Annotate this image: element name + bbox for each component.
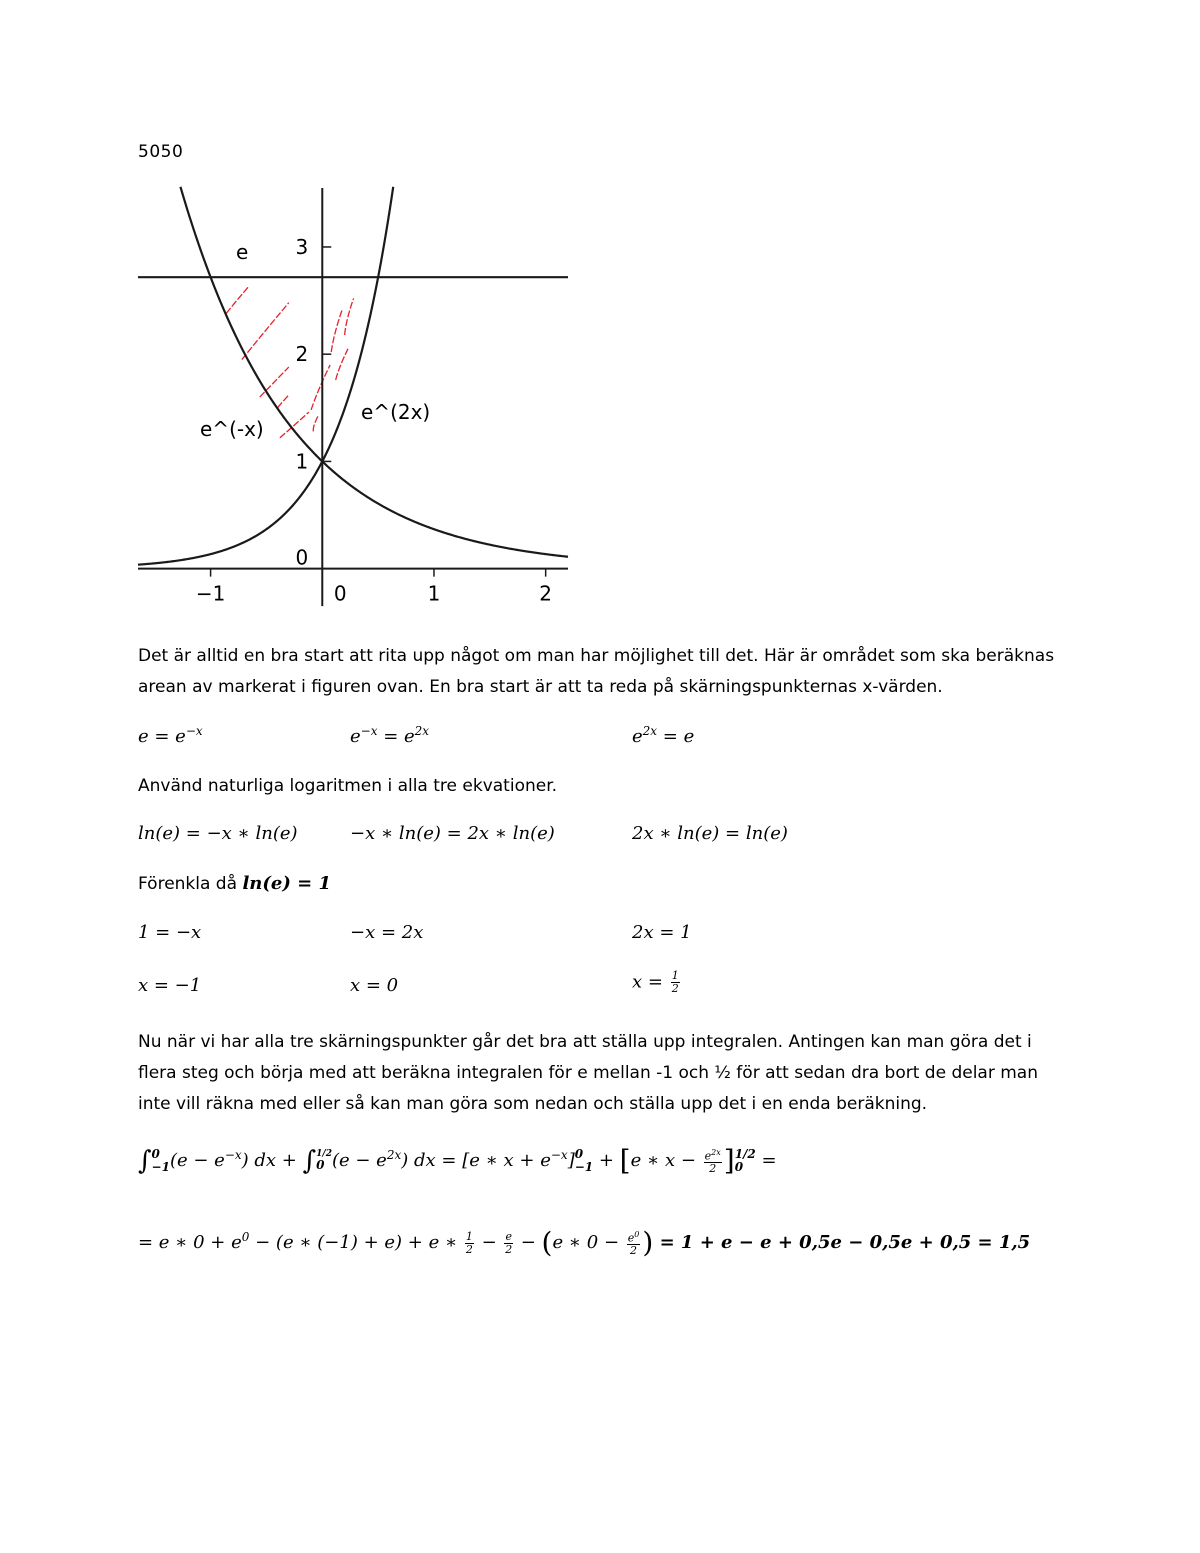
log-equation-2: −x ∗ ln(e) = 2x ∗ ln(e) [350,823,555,844]
upper-limit: 0 [151,1147,160,1161]
log-equation-3: 2x ∗ ln(e) = ln(e) [632,823,788,844]
integral-limits [316,1150,332,1172]
denominator: 2 [465,1242,473,1256]
x-tick-label: 0 [333,581,347,606]
y-tick-label: 0 [295,545,309,570]
simplify-text: Förenkla då [138,874,243,894]
plus: + [593,1150,620,1171]
num-exp: 2x [711,1147,721,1157]
result-expression [138,1222,1030,1257]
lower-limit: −1 [151,1160,170,1174]
function-graph [132,184,577,624]
fraction-e2x-over-2 [704,1147,722,1176]
minus: − [475,1232,503,1253]
hatch-stroke [242,303,289,360]
integrand-end: ) dx + [241,1150,303,1171]
lower-limit: 0 [316,1158,325,1172]
num-base: e [704,1149,712,1163]
integral-sign: ∫ [138,1146,152,1176]
denominator: 2 [505,1242,513,1256]
hatch-stroke [336,349,348,380]
solution-x-0: x = 0 [350,975,399,996]
lower-limit: 0 [734,1160,744,1174]
exponent: −x [550,1148,568,1162]
eq-text: = e [657,726,695,747]
fraction [627,1229,641,1258]
integral-paragraph: Nu när vi har alla tre skärningspunkter går det bra att ställa upp integralen. Antingen kan man göra det i flera steg och börja med att beräkna integralen för e mellan -1 och ½ för att sedan dra bort de delar man inte vill räkna med eller så kan man göra som nedan och ställa upp det i en enda beräkning. [138,1032,1038,1114]
bracket-open: [ [619,1144,631,1177]
exponent: −x [224,1148,242,1162]
x-tick-label: −1 [195,581,226,606]
bracket-limits [735,1148,756,1174]
hatch-stroke [311,365,330,410]
equation-e-eq-e-neg-x [138,726,203,747]
numerator: 1 [465,1229,473,1243]
hatch-stroke [313,416,318,431]
eq-text: e = e [138,726,186,747]
exponent: 2x [386,1148,402,1162]
antiderivative-1: [e ∗ x + e [462,1150,551,1171]
result-part: = e ∗ 0 + e [138,1232,242,1253]
integral-limits [152,1148,170,1174]
y-tick-label: 1 [295,449,309,474]
fraction-one-half [671,970,680,995]
hatch-stroke [345,298,354,334]
fraction [465,1231,474,1256]
x-tick-label: 2 [539,581,553,606]
curve-label-e-2x: e^(2x) [361,400,431,424]
eq-exponent: 2x [414,724,430,738]
log-equation-1: ln(e) = −x ∗ ln(e) [138,823,298,844]
antiderivative-2: e ∗ x − [630,1150,702,1171]
eq-text: e [350,726,361,747]
integral-expression [138,1140,777,1175]
simplified-equation-2: −x = 2x [350,922,424,943]
bracket-limits [575,1148,593,1174]
numerator: 1 [671,969,679,982]
bracket-close: ] [723,1144,735,1177]
exponent: 0 [241,1230,250,1244]
eq-exponent: −x [185,724,203,738]
hatch-stroke [260,367,289,397]
numerator [704,1147,722,1164]
result-part: e ∗ 0 − [552,1232,625,1253]
integrand-end: ) dx = [401,1150,463,1171]
problem-number: 5050 [138,142,184,162]
log-instruction: Använd naturliga logaritmen i alla tre ekvationer. [138,776,558,796]
equals: = [755,1150,777,1171]
denominator: 2 [325,1149,332,1159]
numerator: e [505,1229,512,1243]
denominator: 2 [709,1162,717,1176]
integrand: (e − e [331,1150,387,1171]
result-part: − (e ∗ (−1) + e) + e ∗ [249,1232,463,1253]
result-final: = 1 + e − e + 0,5e − 0,5e + 0,5 = 1,5 [653,1232,1031,1253]
num-base: e [627,1231,635,1245]
curves [138,187,568,565]
axes [138,188,568,606]
bracket-close: ] [567,1150,575,1171]
denominator: 2 [630,1244,638,1258]
eq-exponent: 2x [642,724,658,738]
eq-text: e [632,726,643,747]
simplify-line [138,868,1068,900]
simplified-equation-3: 2x = 1 [632,922,692,943]
numerator [627,1229,641,1246]
hatch-stroke [226,287,248,314]
upper-limit-fraction: 1/2 [316,1149,332,1159]
eq-exponent: −x [360,724,378,738]
numerator: 1 [316,1149,323,1159]
denominator: 2 [671,982,679,995]
integrand: (e − e [169,1150,225,1171]
eq-text: = e [377,726,415,747]
equation-e-2x-eq-e [632,726,694,747]
intro-paragraph: Det är alltid en bra start att rita upp något om man har möjlighet till det. Här är området som ska beräknas arean av markerat i figuren ovan. En bra start är att ta reda på skärningspunkternas x-värden. [138,646,1055,697]
simplify-expr: ln(e) = 1 [242,873,331,894]
curve-e-2x [138,187,393,565]
hatch-stroke [278,395,289,408]
simplified-equation-1: 1 = −x [138,922,202,943]
fraction [504,1231,513,1256]
solution-x-neg-1: x = −1 [138,975,202,996]
minus: − [514,1232,542,1253]
equation-e-neg-x-eq-e-2x [350,726,429,747]
paren-close: ) [642,1226,654,1259]
paren-open: ( [541,1226,553,1259]
x-tick-label: 1 [427,581,441,606]
lower-limit: −1 [574,1160,594,1174]
y-tick-label: 3 [295,234,309,259]
upper-limit: 0 [574,1147,584,1161]
hatch-stroke [331,309,342,352]
hatch-stroke [280,412,309,438]
y-tick-label: 2 [295,342,309,367]
curve-label-e-neg-x: e^(-x) [200,417,264,441]
integral-sign: ∫ [302,1146,317,1176]
area-hatching [226,287,353,438]
num-exp: 0 [634,1229,640,1239]
eq-text: x = [632,971,669,993]
solution-x-half [632,970,682,995]
curve-label-e: e [236,240,249,264]
upper-limit: 1/2 [734,1147,756,1161]
